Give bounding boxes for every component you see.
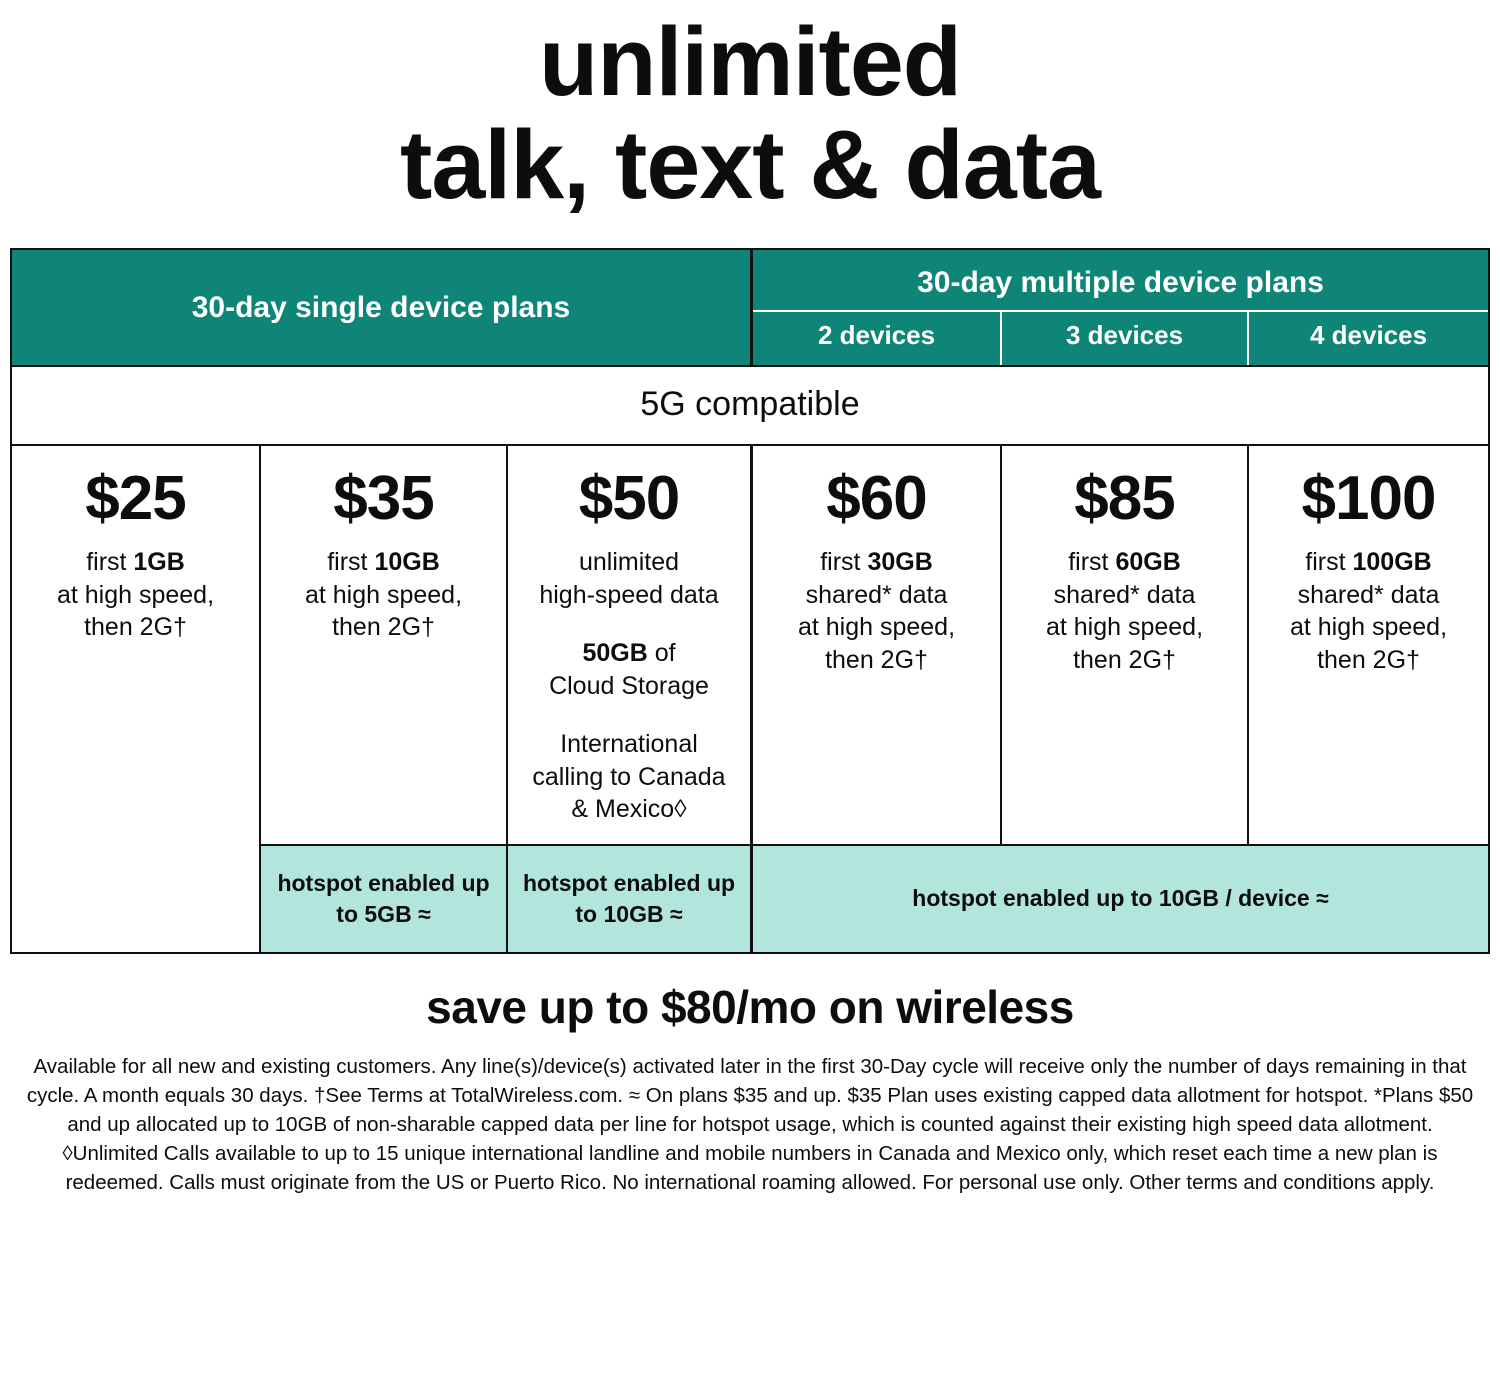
hotspot-cell-35: hotspot enabled up to 5GB ≈ xyxy=(259,844,506,952)
plan-price: $100 xyxy=(1301,464,1436,534)
plan-price: $25 xyxy=(85,464,186,534)
plan-description: first 100GB shared* data at high speed, then 2G† xyxy=(1289,548,1448,674)
header-single-device-plans: 30-day single device plans xyxy=(12,250,753,365)
header-multiple-device-plans: 30-day multiple device plans xyxy=(753,250,1488,310)
plan-column-35 xyxy=(259,446,506,844)
page-title xyxy=(0,0,1500,220)
plans-table xyxy=(10,248,1490,954)
hotspot-cell-50: hotspot enabled up to 10GB ≈ xyxy=(506,844,753,952)
plan-description: first 1GB at high speed, then 2G† xyxy=(56,548,215,642)
header-4-devices: 4 devices xyxy=(1247,310,1488,365)
fine-print-disclaimer: Available for all new and existing customers. Any line(s)/device(s) activated later in the first 30-Day cycle will receive only the number of days remaining in that cycle. A month equals 30 days. †See Terms at TotalWireless.com. ≈ On plans $35 and up. $35 Plan uses existing capped data allotment for hotspot. *Plans $50 and up allocated up to 10GB of non-sharable capped data per line for hotspot usage, which is counted against their existing high speed data allotment. ◊Unlimited Calls available to up to 15 unique international landline and mobile numbers in Canada and Mexico only, which reset each time a new plan is redeemed. Calls must originate from the US or Puerto Rico. No international roaming allowed. For personal use only. Other terms and conditions apply. xyxy=(26,1054,1474,1195)
savings-headline: save up to $80/mo on wireless xyxy=(426,980,1074,1033)
plan-price: $60 xyxy=(826,464,927,534)
plan-price: $50 xyxy=(578,464,680,534)
hotspot-cell-multi-device: hotspot enabled up to 10GB / device ≈ xyxy=(753,844,1488,952)
plan-column-25 xyxy=(12,446,259,844)
headline-line-1: unlimited xyxy=(538,7,962,116)
plan-extra-international-calling: International calling to Canada & Mexico◊ xyxy=(532,730,726,824)
header-3-devices: 3 devices xyxy=(1000,310,1247,365)
plan-column-60 xyxy=(753,446,1000,844)
plan-column-100 xyxy=(1247,446,1488,844)
plan-column-85 xyxy=(1000,446,1247,844)
plan-price: $85 xyxy=(1074,464,1175,534)
plan-description: first 60GB shared* data at high speed, then 2G† xyxy=(1045,548,1204,674)
plan-description: first 30GB shared* data at high speed, then 2G† xyxy=(797,548,956,674)
header-2-devices: 2 devices xyxy=(753,310,1000,365)
plan-description: unlimited high-speed data xyxy=(539,548,719,609)
row-5g-compatible: 5G compatible xyxy=(12,365,1488,446)
plan-column-50 xyxy=(506,446,753,844)
hotspot-empty-cell xyxy=(12,844,259,952)
plan-extra-cloud-storage: 50GB of Cloud Storage xyxy=(549,639,709,700)
plan-description: first 10GB at high speed, then 2G† xyxy=(304,548,463,642)
plan-price: $35 xyxy=(333,464,434,534)
headline-line-2: talk, text & data xyxy=(400,110,1100,220)
